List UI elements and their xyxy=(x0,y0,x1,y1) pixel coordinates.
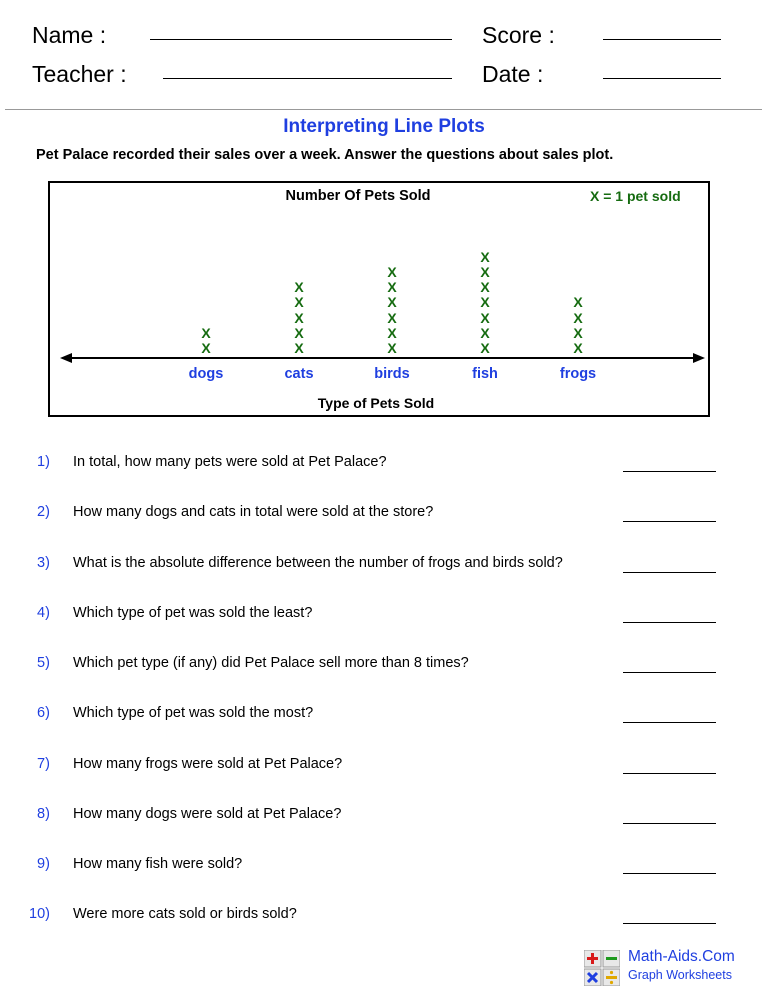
category-label-birds: birds xyxy=(374,366,410,382)
category-label-cats: cats xyxy=(284,366,314,382)
chart-legend: X = 1 pet sold xyxy=(590,188,681,204)
question-number: 7) xyxy=(37,756,50,772)
category-label-dogs: dogs xyxy=(188,366,224,382)
plot-mark-cats: X xyxy=(294,279,304,296)
plot-mark-fish: X xyxy=(480,279,490,296)
question-text: How many frogs were sold at Pet Palace? xyxy=(73,756,343,772)
question-row xyxy=(0,906,768,926)
plot-mark-birds: X xyxy=(387,264,397,280)
answer-line[interactable] xyxy=(623,823,716,824)
plot-mark-fish: X xyxy=(480,340,490,356)
plot-mark-fish: X xyxy=(480,309,490,326)
answer-line[interactable] xyxy=(623,471,716,472)
answer-line[interactable] xyxy=(623,572,716,573)
category-label-fish: fish xyxy=(472,366,498,382)
plot-mark-birds: X xyxy=(387,279,397,296)
answer-line[interactable] xyxy=(623,773,716,774)
question-row xyxy=(0,555,768,575)
question-number: 3) xyxy=(37,555,50,571)
plot-mark-birds: X xyxy=(387,340,397,356)
question-text: In total, how many pets were sold at Pet Palace? xyxy=(73,454,387,470)
plot-mark-dogs: X xyxy=(201,340,211,356)
chart-title: Number Of Pets Sold xyxy=(285,188,431,204)
plot-mark-dogs: X xyxy=(201,324,211,341)
category-label-frogs: frogs xyxy=(559,366,597,382)
date-label: Date : xyxy=(482,61,544,87)
plot-mark-birds: X xyxy=(387,324,397,341)
score-answer-line[interactable] xyxy=(603,39,721,40)
plot-mark-fish: X xyxy=(480,294,490,311)
plot-mark-cats: X xyxy=(294,309,304,326)
question-row xyxy=(0,655,768,675)
question-number: 2) xyxy=(37,504,50,520)
question-number: 4) xyxy=(37,605,50,621)
question-number: 8) xyxy=(37,806,50,822)
name-label: Name : xyxy=(32,22,107,48)
question-row xyxy=(0,605,768,625)
plot-mark-birds: X xyxy=(387,294,397,311)
question-row xyxy=(0,504,768,524)
date-answer-line[interactable] xyxy=(603,78,721,79)
question-text: What is the absolute difference between the number of frogs and birds sold? xyxy=(73,555,563,571)
teacher-label: Teacher : xyxy=(32,61,127,87)
teacher-answer-line[interactable] xyxy=(163,78,452,79)
footer-brand[interactable]: Math-Aids.Com xyxy=(628,948,735,965)
answer-line[interactable] xyxy=(623,722,716,723)
question-row xyxy=(0,806,768,826)
answer-line[interactable] xyxy=(623,923,716,924)
plot-mark-cats: X xyxy=(294,324,304,341)
question-text: How many fish were sold? xyxy=(73,856,243,872)
name-answer-line[interactable] xyxy=(150,39,452,40)
header-divider xyxy=(5,109,762,110)
plot-mark-birds: X xyxy=(387,309,397,326)
question-row xyxy=(0,756,768,776)
question-row xyxy=(0,454,768,474)
answer-line[interactable] xyxy=(623,521,716,522)
math-aids-logo-icon xyxy=(584,950,620,986)
answer-line[interactable] xyxy=(623,873,716,874)
footer-subtitle: Graph Worksheets xyxy=(628,968,732,982)
instructions: Pet Palace recorded their sales over a week. Answer the questions about sales plot. xyxy=(36,147,614,163)
question-text: How many dogs were sold at Pet Palace? xyxy=(73,806,342,822)
plot-mark-frogs: X xyxy=(573,324,583,341)
question-text: Which type of pet was sold the most? xyxy=(73,705,314,721)
question-number: 1) xyxy=(37,454,50,470)
question-text: Which pet type (if any) did Pet Palace sell more than 8 times? xyxy=(73,655,469,671)
question-row xyxy=(0,705,768,725)
question-text: Were more cats sold or birds sold? xyxy=(73,906,297,922)
plot-mark-frogs: X xyxy=(573,309,583,326)
answer-line[interactable] xyxy=(623,672,716,673)
worksheet-title: Interpreting Line Plots xyxy=(283,116,485,137)
footer-branding xyxy=(628,948,735,982)
plot-mark-cats: X xyxy=(294,294,304,311)
question-number: 10) xyxy=(29,906,50,922)
question-number: 9) xyxy=(37,856,50,872)
x-axis-label: Type of Pets Sold xyxy=(317,395,435,411)
plot-mark-cats: X xyxy=(294,340,304,356)
plot-mark-fish: X xyxy=(480,248,490,265)
number-line-axis xyxy=(60,350,705,366)
question-text: Which type of pet was sold the least? xyxy=(73,605,313,621)
plot-mark-fish: X xyxy=(480,264,490,280)
answer-line[interactable] xyxy=(623,622,716,623)
question-number: 6) xyxy=(37,705,50,721)
plot-mark-frogs: X xyxy=(573,340,583,356)
question-text: How many dogs and cats in total were sold at the store? xyxy=(73,504,434,520)
plot-mark-fish: X xyxy=(480,324,490,341)
question-row xyxy=(0,856,768,876)
score-label: Score : xyxy=(482,22,555,48)
plot-mark-frogs: X xyxy=(573,294,583,311)
question-number: 5) xyxy=(37,655,50,671)
